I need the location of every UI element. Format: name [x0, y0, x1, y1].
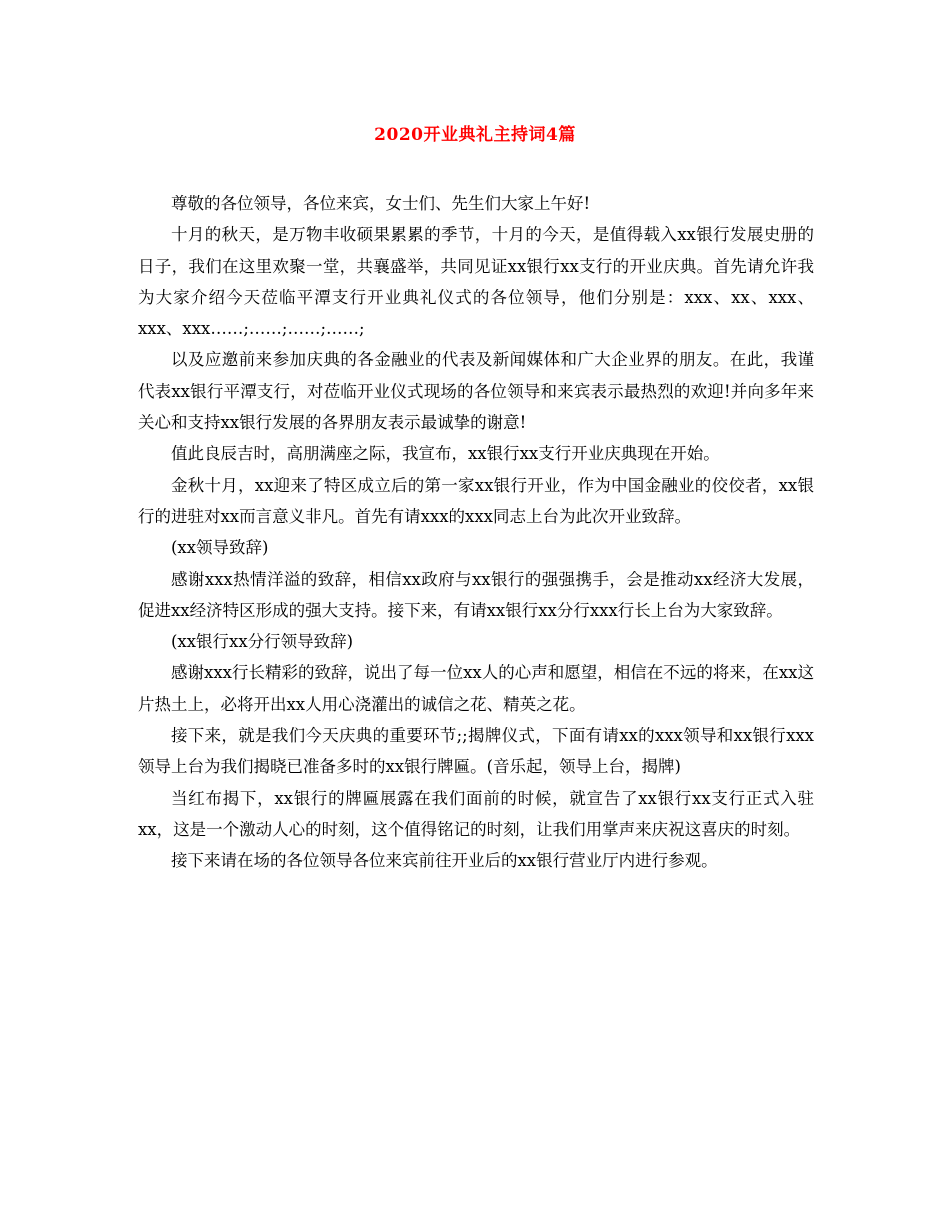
paragraph-thanks-2: 感谢xxx行长精彩的致辞，说出了每一位xx人的心声和愿望，相信在不远的将来，在xx这片热土上，必将开出xx人用心浇灌出的诚信之花、精英之花。 — [138, 663, 814, 714]
paragraph-unveiling: 接下来，就是我们今天庆典的重要环节;;揭牌仪式，下面有请xx的xxx领导和xx银行xxx领导上台为我们揭晓已准备多时的xx银行牌匾。(音乐起，领导上台，揭牌) — [138, 726, 814, 777]
paragraph-visit: 接下来请在场的各位领导各位来宾前往开业后的xx银行营业厅内进行参观。 — [171, 851, 718, 871]
paragraph-thanks-1: 感谢xxx热情洋溢的致辞，相信xx政府与xx银行的强强携手，会是推动xx经济大发展，促进xx经济特区形成的强大支持。接下来，有请xx银行xx分行xxx行长上台为大家致辞。 — [138, 569, 814, 620]
paragraph-welcome: 以及应邀前来参加庆典的各金融业的代表及新闻媒体和广大企业界的朋友。在此，我谨代表xx银行平潭支行，对莅临开业仪式现场的各位领导和来宾表示最热烈的欢迎!并向多年来关心和支持xx银行发展的各界朋友表示最诚挚的谢意! — [138, 350, 814, 433]
paragraph-greeting: 尊敬的各位领导，各位来宾，女士们、先生们大家上午好! — [171, 194, 591, 213]
document-body — [138, 188, 814, 877]
paragraph-stage-note-2: (xx银行xx分行领导致辞) — [171, 632, 354, 652]
document-title: 2020开业典礼主持词4篇 — [374, 125, 576, 145]
paragraph-opening: 十月的秋天，是万物丰收硕果累累的季节，十月的今天，是值得载入xx银行发展史册的日子，我们在这里欢聚一堂，共襄盛举，共同见证xx银行xx支行的开业庆典。首先请允许我为大家介绍今天莅临平潭支行开业典礼仪式的各位领导，他们分别是：xxx、xx、xxx、xxx、xxx……;……;……;……; — [138, 225, 814, 339]
paragraph-announcement: 值此良辰吉时，高朋满座之际，我宣布，xx银行xx支行开业庆典现在开始。 — [171, 444, 720, 464]
paragraph-stage-note-1: (xx领导致辞) — [171, 538, 269, 558]
paragraph-first-speech-intro: 金秋十月，xx迎来了特区成立后的第一家xx银行开业，作为中国金融业的佼佼者，xx银行的进驻对xx而言意义非凡。首先有请xxx的xxx同志上台为此次开业致辞。 — [138, 475, 814, 526]
paragraph-celebration: 当红布揭下，xx银行的牌匾展露在我们面前的时候，就宣告了xx银行xx支行正式入驻xx，这是一个激动人心的时刻，这个值得铭记的时刻，让我们用掌声来庆祝这喜庆的时刻。 — [138, 788, 814, 839]
